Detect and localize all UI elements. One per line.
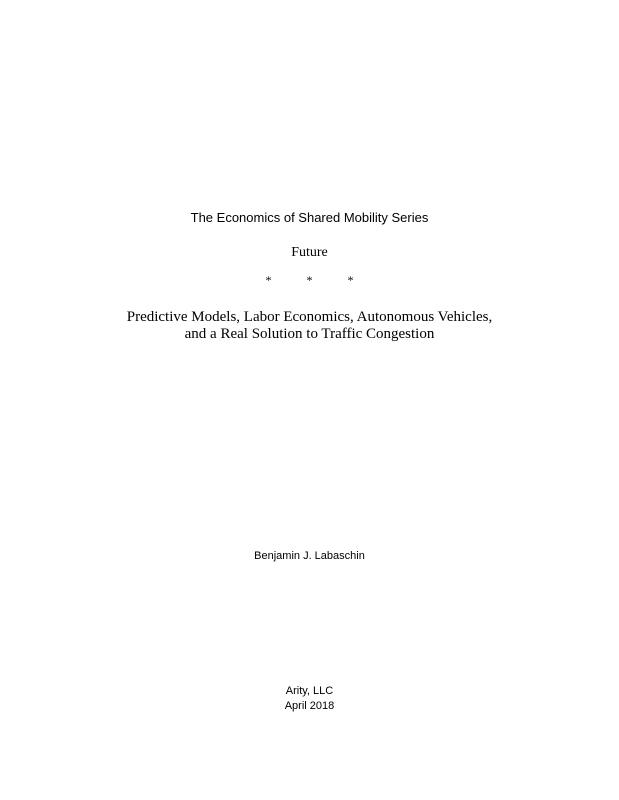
separator-asterisk-3: *	[347, 273, 354, 287]
separator-asterisk-1: *	[265, 273, 272, 287]
subtitle-line-2: and a Real Solution to Traffic Congestion	[184, 326, 435, 342]
subtitle-line-1: Predictive Models, Labor Economics, Autonomous Vehicles,	[126, 309, 493, 325]
author-name: Benjamin J. Labaschin	[254, 550, 365, 562]
publisher-name: Arity, LLC	[285, 685, 334, 697]
asterisk-separator	[0, 273, 619, 287]
volume-title: Future	[291, 245, 328, 260]
separator-asterisk-2: *	[306, 273, 313, 287]
series-title: The Economics of Shared Mobility Series	[190, 210, 429, 225]
publication-date: April 2018	[284, 700, 335, 712]
